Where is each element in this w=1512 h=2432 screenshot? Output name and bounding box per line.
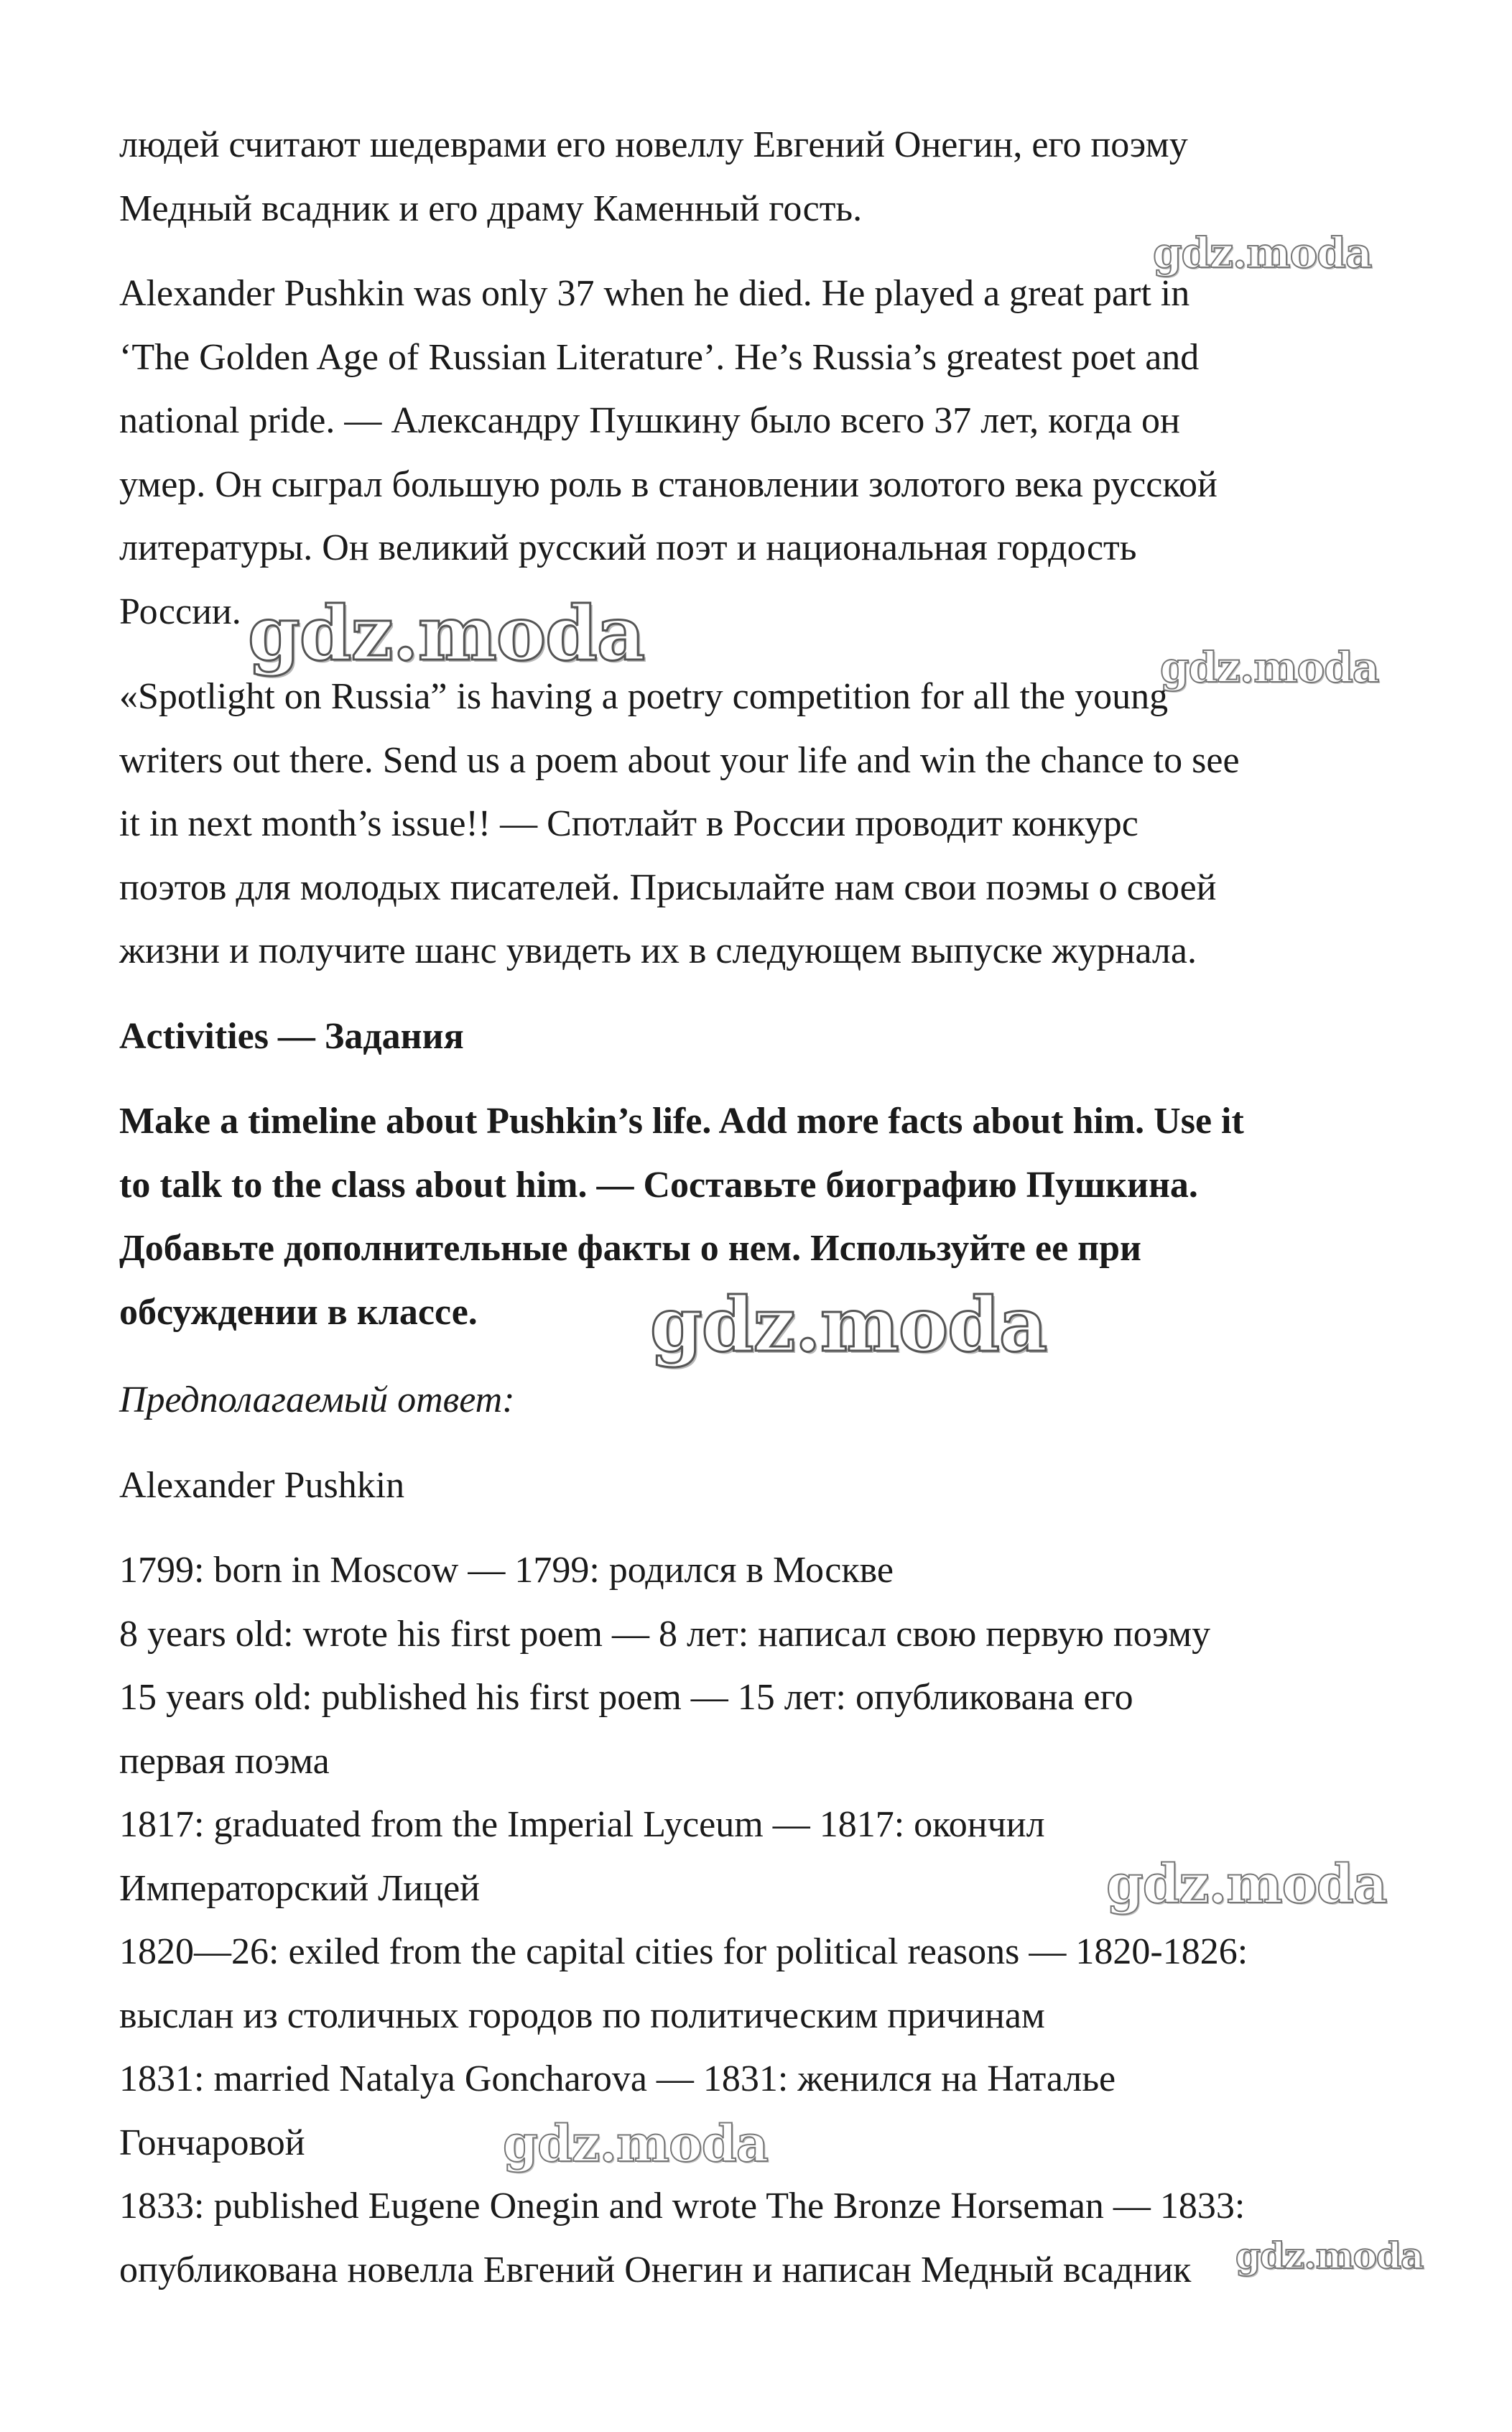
timeline-line: 15 years old: published his first poem — 15 лет: опубликована его (119, 1677, 1133, 1718)
timeline-line: Гончаровой (119, 2122, 305, 2163)
text-line: writers out there. Send us a poem about your life and win the chance to see (119, 739, 1240, 781)
timeline-line: выслан из столичных городов по политическим причинам (119, 1994, 1045, 2036)
paragraph-competition (119, 665, 1412, 984)
text-line: it in next month’s issue!! — Спотлайт в России проводит конкурс (119, 803, 1138, 844)
paragraph-pushkin-age (119, 262, 1412, 644)
text-line: «Spotlight on Russia” is having a poetry competition for all the young (119, 676, 1169, 717)
timeline-line: 1820—26: exiled from the capital cities for political reasons — 1820-1826: (119, 1931, 1248, 1972)
timeline-line: 1833: published Eugene Onegin and wrote The Bronze Horseman — 1833: (119, 2186, 1246, 2227)
activities-heading: Activities — Задания (119, 1015, 464, 1057)
timeline-line: 1799: born in Moscow — 1799: родился в Москве (119, 1550, 894, 1591)
timeline-line: опубликована новелла Евгений Онегин и написан Медный всадник (119, 2249, 1192, 2290)
task-line: to talk to the class about him. — Составьте биографию Пушкина. (119, 1164, 1198, 1206)
watermark-logo: gdz.moda (1106, 1854, 1387, 1915)
timeline-list (119, 1539, 1412, 2302)
timeline-subject: Alexander Pushkin (119, 1464, 405, 1506)
watermark-logo: gdz.moda (650, 1280, 1047, 1369)
paragraph-masterpieces (119, 114, 1412, 241)
text-line: поэтов для молодых писателей. Присылайте нам свои поэмы о своей (119, 866, 1217, 908)
watermark-logo: gdz.moda (1160, 643, 1379, 692)
watermark-logo: gdz.moda (248, 589, 645, 678)
text-line: Alexander Pushkin was only 37 when he died. He played a great part in (119, 273, 1190, 314)
text-line: России. (119, 591, 241, 632)
task-line: обсуждении в классе. (119, 1291, 478, 1333)
text-line: national pride. — Александру Пушкину было всего 37 лет, когда он (119, 400, 1180, 441)
text-line: Медный всадник и его драму Каменный гость. (119, 188, 863, 229)
text-line: умер. Он сыграл большую роль в становлении золотого века русской (119, 463, 1218, 505)
text-line: людей считают шедеврами его новеллу Евгений Онегин, его поэму (119, 124, 1188, 165)
watermark-logo: gdz.moda (503, 2114, 769, 2173)
text-line: жизни и получите шанс увидеть их в следующем выпуске журнала. (119, 930, 1197, 971)
text-line: ‘The Golden Age of Russian Literature’. He’s Russia’s greatest poet and (119, 336, 1200, 378)
timeline-line: 1831: married Natalya Goncharova — 1831: женился на Наталье (119, 2058, 1116, 2099)
task-line: Make a timeline about Pushkin’s life. Add more facts about him. Use it (119, 1101, 1244, 1142)
task-line: Добавьте дополнительные факты о нем. Используйте ее при (119, 1228, 1142, 1269)
timeline-line: 8 years old: wrote his first poem — 8 лет: написал свою первую поэму (119, 1613, 1211, 1655)
timeline-line: первая поэма (119, 1740, 330, 1782)
document-page (119, 114, 1412, 2302)
timeline-line: 1817: graduated from the Imperial Lyceum — 1817: окончил (119, 1804, 1045, 1845)
watermark-logo: gdz.moda (1235, 2234, 1424, 2277)
text-line: литературы. Он великий русский поэт и национальная гордость (119, 527, 1137, 568)
answer-label: Предполагаемый ответ: (119, 1379, 515, 1420)
watermark-logo: gdz.moda (1153, 228, 1372, 277)
timeline-line: Императорский Лицей (119, 1867, 480, 1909)
